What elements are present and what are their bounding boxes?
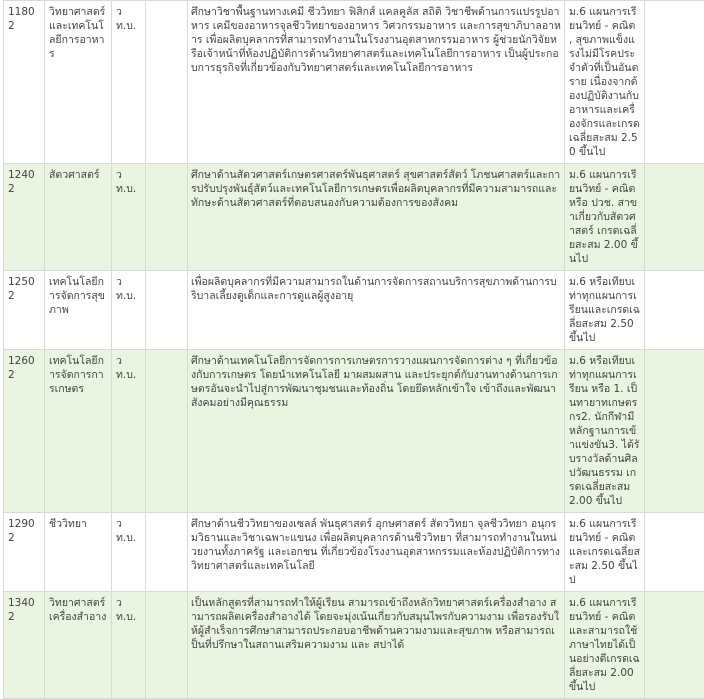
degree: วท.บ. (112, 350, 146, 513)
admission-requirement: ม.6 หรือเทียบเท่าทุกแผนการเรียนและเกรดเฉลี่ยสะสม 2.50 ขึ้นไป (565, 271, 645, 350)
table-row (4, 1, 704, 164)
table-row (4, 271, 704, 350)
degree: วท.บ. (112, 592, 146, 699)
program-description: ศึกษาวิชาพื้นฐานทางเคมี ชีววิทยา ฟิสิกส์ แคลคูลัส สถิติ วิชาชีพด้านการแปรรูปอาหาร เคมีของอาหารจุลชีววิทยาของอาหาร วิศวกรรมอาหาร และการสุขาภิบาลอาหาร เพื่อผลิตบุคลากรที่สามารถทำงานในโรงงานอุตสาหกรรมอาหาร ผู้ช่วยนักวิจัยหรือเจ้าหน้าที่ห้องปฏิบัติการด้านวิทยาศาสตร์และเทคโนโลยีการอาหาร เป็นผู้ประกอบการธุรกิจที่เกี่ยวข้องกับวิทยาศาสตร์และเทคโนโลยีการอาหาร (188, 1, 565, 164)
program-description: เป็นหลักสูตรที่สามารถทำให้ผู้เรียน สามารถเข้าถึงหลักวิทยาศาสตร์เครื่องสำอาง สามารถผลิตเครื่องสำอางได้ โดยจะมุ่งเน้นเกี่ยวกับสมุนไพรกับความงาม เพื่อรองรับให้ผู้สำเร็จการศึกษาสามารถประกอบอาชีพด้านความงามและสุขภาพ หรือสามารถเป็นที่ปรึกษาในสถานเสริมความงาม และ สปาได้ (188, 592, 565, 699)
empty-cell (645, 1, 704, 164)
empty-cell (645, 513, 704, 592)
empty-cell (146, 164, 188, 271)
admission-requirement: ม.6 แผนการเรียนวิทย์ - คณิต และสามารถใช้ภาษาไทยได้เป็นอย่างดีเกรดเฉลี่ยสะสม 2.00 ขึ้นไป (565, 592, 645, 699)
empty-cell (645, 350, 704, 513)
program-name: วิทยาศาสตร์และเทคโนโลยีการอาหาร (45, 1, 112, 164)
empty-cell (146, 592, 188, 699)
program-name: ชีววิทยา (45, 513, 112, 592)
program-table (3, 0, 704, 699)
program-description: ศึกษาด้านสัตวศาสตร์เกษตรศาสตร์พันธุศาสตร์ สุขศาสตร์สัตว์ โภชนศาสตร์และการปรับปรุงพันธุ์สัตว์และเทคโนโลยีการเกษตรเพื่อผลิตบุคลากรที่มีความสามารถและทักษะด้านสัตวศาสตร์ที่ตอบสนองกับความต้องการของสังคม (188, 164, 565, 271)
program-description: ศึกษาด้านชีววิทยาของเซลล์ พันธุศาสตร์ อุกษศาสตร์ สัตววิทยา จุลชีววิทยา อนุกรมวิธานและวิชาเฉพาะแขนง เพื่อผลิตบุคลากรด้านชีววิทยา ที่สามารถทำงานในหน่วยงานทั้งภาครัฐ และเอกชน ที่เกี่ยวข้องโรงงานอุตสาหกรรมและห้องปฏิบัติการทางวิทยาศาสตร์และเทคโนโลยี (188, 513, 565, 592)
admission-requirement: ม.6 แผนการเรียนวิทย์ - คณิตหรือ ปวช. สาขาเกี่ยวกับสัตวศาสตร์ เกรดเฉลี่ยสะสม 2.00 ขึ้นไป (565, 164, 645, 271)
empty-cell (645, 271, 704, 350)
admission-requirement: ม.6 หรือเทียบเท่าทุกแผนการเรียน หรือ 1. เป็นทายาทเกษตรกร2. นักกีฬามีหลักฐานการเข้าแข่งขัน3. ได้รับรางวัลด้านศิลปวัฒนธรรม เกรดเฉลี่ยสะสม 2.00 ขึ้นไป (565, 350, 645, 513)
program-name: เทคโนโลยีการจัดการสุขภาพ (45, 271, 112, 350)
degree: วท.บ. (112, 164, 146, 271)
program-name: สัตวศาสตร์ (45, 164, 112, 271)
program-code: 12602 (4, 350, 45, 513)
table-row (4, 350, 704, 513)
table-row (4, 164, 704, 271)
degree: วท.บ. (112, 513, 146, 592)
program-code: 11802 (4, 1, 45, 164)
empty-cell (146, 271, 188, 350)
admission-requirement: ม.6 แผนการเรียนวิทย์ - คณิต , สุขภาพแข็งแรงไม่มีโรคประจำตัวที่เป็นอันตราย เนื่องจากต้องปฏิบัติงานกับอาหารและเครื่องจักรและเกรดเฉลี่ยสะสม 2.50 ขึ้นไป (565, 1, 645, 164)
program-code: 12502 (4, 271, 45, 350)
degree: วท.บ. (112, 271, 146, 350)
program-name: เทคโนโลยีการจัดการการเกษตร (45, 350, 112, 513)
table-row (4, 513, 704, 592)
empty-cell (645, 164, 704, 271)
program-description: เพื่อผลิตบุคลากรที่มีความสามารถในด้านการจัดการสถานบริการสุขภาพด้านการบริบาลเลี้ยงดูเด็กและการดูแลผู้สูงอายุ (188, 271, 565, 350)
degree: วท.บ. (112, 1, 146, 164)
program-code: 12402 (4, 164, 45, 271)
program-code: 13402 (4, 592, 45, 699)
table-row (4, 592, 704, 699)
empty-cell (146, 350, 188, 513)
program-code: 12902 (4, 513, 45, 592)
admission-requirement: ม.6 แผนการเรียนวิทย์ - คณิตและเกรดเฉลี่ยสะสม 2.50 ขึ้นไป (565, 513, 645, 592)
program-description: ศึกษาด้านเทคโนโลยีการจัดการการเกษตรการวางแผนการจัดการต่าง ๆ ที่เกี่ยวข้องกับการเกษตร โดยนำเทคโนโลยี มาผสมผสาน และประยุกต์กับงานทางด้านการเกษตรอันจะนำไปสู่การพัฒนาชุมชนและท้องถิ่น โดยยึดหลักเข้าใจ เข้าถึงและพัฒนาสังคมอย่างมีคุณธรรม (188, 350, 565, 513)
empty-cell (645, 592, 704, 699)
empty-cell (146, 1, 188, 164)
program-name: วิทยาศาสตร์เครื่องสำอาง (45, 592, 112, 699)
empty-cell (146, 513, 188, 592)
